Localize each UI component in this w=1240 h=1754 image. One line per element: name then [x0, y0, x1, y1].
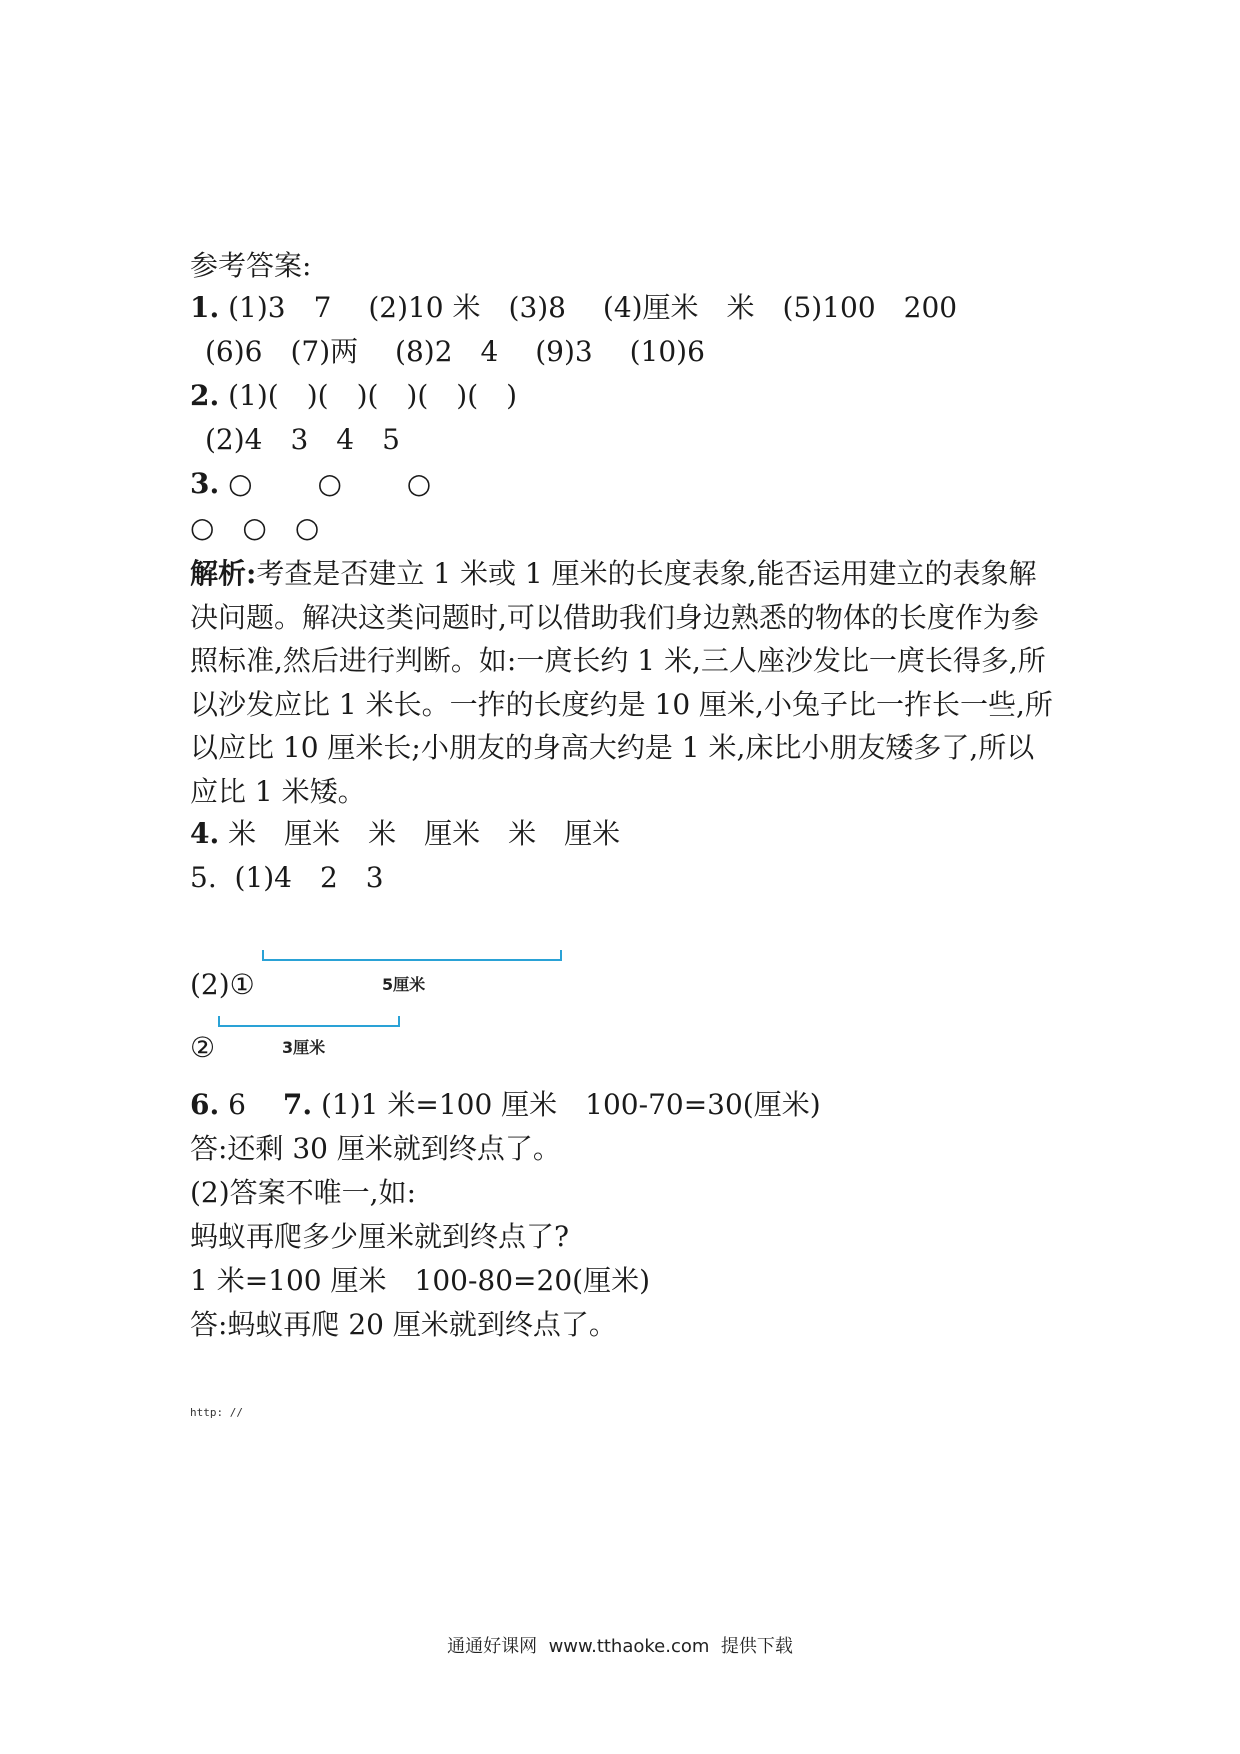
- q2-line1: [190, 376, 517, 416]
- q1-line2: (6)6 (7)两 (8)2 4 (9)3 (10)6: [205, 335, 705, 368]
- analysis-label: 解析:: [190, 557, 257, 590]
- q7-part1: (1)1 米=100 厘米 100-70=30(厘米): [312, 1088, 821, 1121]
- footer-credit: 通通好课网 www.tthaoke.com 提供下载: [447, 1636, 793, 1657]
- q7-calc: 1 米=100 厘米 100-80=20(厘米): [190, 1264, 650, 1297]
- analysis-text: 考查是否建立 1 米或 1 厘米的长度表象,能否运用建立的表象解决问题。解决这类问题时,可以借助我们身边熟悉的物体的长度作为参照标准,然后进行判断。如:一庹长约 1 米,三人座沙发比一庹长得多,所以沙发应比 1 米长。一拃的长度约是 10 厘米,小兔子比一拃长一些,所以应比 10 厘米长;小朋友的身高大约是 1 米,床比小朋友矮多了,所以应比 1 米矮。: [190, 557, 1053, 808]
- q7-answer2: 答:蚂蚁再爬 20 厘米就到终点了。: [190, 1308, 617, 1341]
- q1-answers-1: (1)3 7 (2)10 米 (3)8 (4)厘米 米 (5)100 200: [219, 291, 958, 324]
- q7-question: 蚂蚁再爬多少厘米就到终点了?: [190, 1220, 570, 1253]
- q1-number: 1.: [190, 291, 220, 324]
- q3-circles-1: ○ ○ ○: [219, 467, 432, 500]
- bracket-3cm: [218, 1016, 400, 1027]
- q5-line1: 5. (1)4 2 3: [190, 861, 384, 894]
- q5-part2-label: (2)①: [190, 968, 255, 1001]
- q6-answer: 6: [219, 1088, 283, 1121]
- bracket-5cm: [262, 950, 562, 961]
- bracket-3cm-label: 3厘米: [282, 1038, 326, 1057]
- q2-line2: (2)4 3 4 5: [205, 423, 400, 456]
- q3-line1: [190, 464, 431, 504]
- q3-line2: ○ ○ ○: [190, 511, 320, 544]
- q4-answers: 米 厘米 米 厘米 米 厘米: [219, 817, 621, 850]
- q7-answer1: 答:还剩 30 厘米就到终点了。: [190, 1132, 561, 1165]
- q6-q7-line: [190, 1085, 821, 1125]
- q7-part2: (2)答案不唯一,如:: [190, 1176, 416, 1209]
- q6-number: 6.: [190, 1088, 220, 1121]
- q7-number: 7.: [282, 1088, 313, 1121]
- q2-number: 2.: [190, 379, 220, 412]
- q3-number: 3.: [190, 467, 220, 500]
- bracket-5cm-label: 5厘米: [382, 975, 426, 994]
- q5-part3-label: ②: [190, 1031, 216, 1064]
- q2-answers-1: (1)( )( )( )( )( ): [219, 379, 518, 412]
- q4-line: [190, 814, 620, 854]
- q1-line1: [190, 288, 957, 328]
- answer-title: 参考答案:: [190, 249, 312, 282]
- url-text: http: //: [190, 1406, 243, 1419]
- q4-number: 4.: [190, 817, 220, 850]
- analysis-paragraph: [190, 552, 1060, 813]
